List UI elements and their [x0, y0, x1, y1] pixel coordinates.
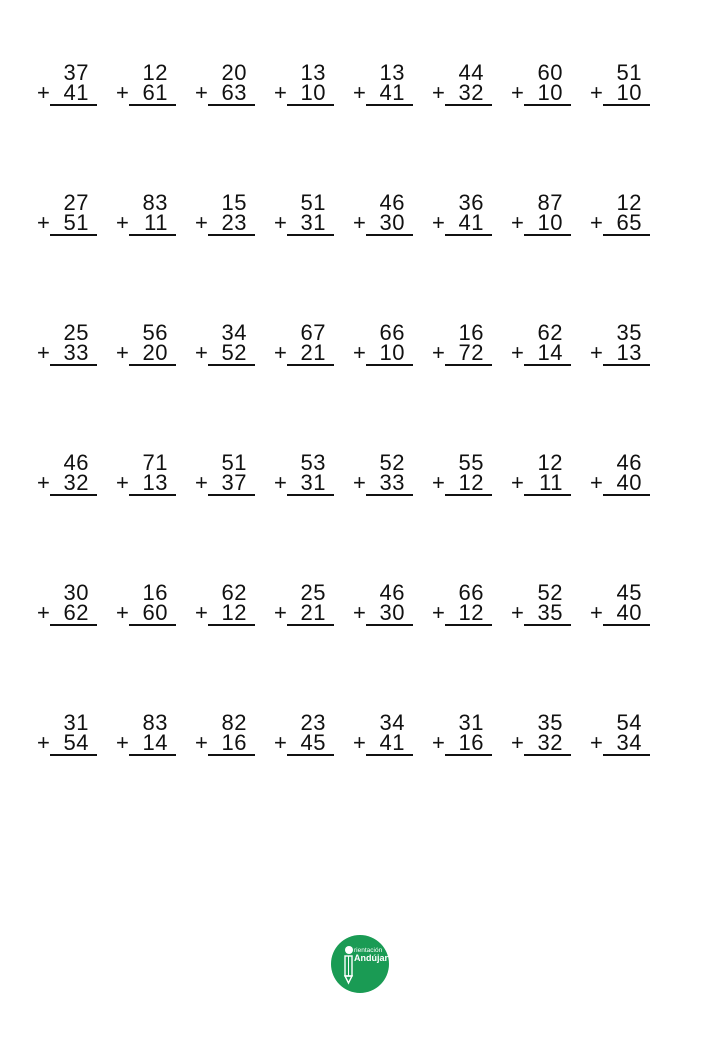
addition-problem	[353, 322, 413, 368]
plus-sign: +	[353, 730, 366, 755]
answer-line	[129, 364, 176, 366]
answer-line	[524, 624, 571, 626]
addend-top: 62	[221, 580, 247, 605]
answer-line	[603, 364, 650, 366]
plus-sign: +	[37, 600, 50, 625]
addend-bottom: 12	[221, 600, 247, 625]
answer-line	[287, 624, 334, 626]
addend-top: 46	[63, 450, 89, 475]
addend-top: 66	[379, 320, 405, 345]
plus-sign: +	[37, 340, 50, 365]
addend-top: 83	[142, 190, 168, 215]
addition-problem	[590, 452, 650, 498]
addition-problem	[37, 322, 97, 368]
addition-problem	[116, 582, 176, 628]
addend-top: 54	[616, 710, 642, 735]
answer-line	[50, 754, 97, 756]
plus-sign: +	[511, 80, 524, 105]
plus-sign: +	[116, 730, 129, 755]
plus-sign: +	[353, 80, 366, 105]
plus-sign: +	[511, 470, 524, 495]
addend-bottom: 72	[458, 340, 484, 365]
addition-problem	[432, 452, 492, 498]
addition-problem	[195, 712, 255, 758]
answer-line	[129, 494, 176, 496]
addend-top: 51	[300, 190, 326, 215]
logo-circle	[331, 935, 389, 993]
addend-top: 12	[142, 60, 168, 85]
answer-line	[50, 104, 97, 106]
addend-bottom: 61	[142, 80, 168, 105]
addend-bottom: 13	[616, 340, 642, 365]
addition-problem	[274, 452, 334, 498]
answer-line	[445, 624, 492, 626]
addend-bottom: 41	[379, 80, 405, 105]
plus-sign: +	[274, 80, 287, 105]
answer-line	[603, 104, 650, 106]
logo-text-line1: rientación	[354, 947, 383, 954]
addition-problem	[195, 192, 255, 238]
addend-bottom: 60	[142, 600, 168, 625]
addend-bottom: 13	[142, 470, 168, 495]
answer-line	[445, 364, 492, 366]
addend-top: 55	[458, 450, 484, 475]
addition-problem	[511, 452, 571, 498]
plus-sign: +	[116, 600, 129, 625]
addition-problem	[432, 322, 492, 368]
addend-bottom: 33	[379, 470, 405, 495]
addend-top: 12	[616, 190, 642, 215]
addend-bottom: 45	[300, 730, 326, 755]
answer-line	[287, 234, 334, 236]
addend-bottom: 52	[221, 340, 247, 365]
addition-problem	[274, 712, 334, 758]
answer-line	[129, 104, 176, 106]
addition-problem	[590, 192, 650, 238]
addend-top: 16	[458, 320, 484, 345]
addition-problem	[432, 192, 492, 238]
answer-line	[603, 624, 650, 626]
addition-problem	[432, 712, 492, 758]
addend-bottom: 37	[221, 470, 247, 495]
addend-bottom: 21	[300, 340, 326, 365]
plus-sign: +	[432, 730, 445, 755]
addend-top: 35	[537, 710, 563, 735]
plus-sign: +	[195, 210, 208, 235]
plus-sign: +	[590, 730, 603, 755]
answer-line	[524, 754, 571, 756]
orientacion-andujar-logo	[330, 934, 390, 994]
plus-sign: +	[37, 470, 50, 495]
addend-top: 46	[379, 190, 405, 215]
addend-top: 51	[221, 450, 247, 475]
addend-bottom: 35	[537, 600, 563, 625]
answer-line	[50, 494, 97, 496]
addition-problem	[37, 452, 97, 498]
logo-o-mark	[345, 946, 353, 954]
plus-sign: +	[274, 340, 287, 365]
addition-problem	[195, 582, 255, 628]
addend-bottom: 41	[379, 730, 405, 755]
addition-problem	[511, 192, 571, 238]
addition-problem	[432, 62, 492, 108]
answer-line	[287, 104, 334, 106]
addend-bottom: 12	[458, 470, 484, 495]
plus-sign: +	[195, 340, 208, 365]
addition-problem	[511, 582, 571, 628]
addition-problem	[37, 192, 97, 238]
addend-top: 25	[300, 580, 326, 605]
addition-problem	[195, 62, 255, 108]
answer-line	[287, 754, 334, 756]
addition-problem	[274, 192, 334, 238]
plus-sign: +	[195, 600, 208, 625]
answer-line	[445, 494, 492, 496]
addend-top: 12	[537, 450, 563, 475]
addition-problem	[195, 452, 255, 498]
addend-top: 25	[63, 320, 89, 345]
addend-top: 27	[63, 190, 89, 215]
answer-line	[208, 624, 255, 626]
addition-problem	[116, 452, 176, 498]
addend-top: 15	[221, 190, 247, 215]
plus-sign: +	[274, 210, 287, 235]
addend-bottom: 14	[142, 730, 168, 755]
addend-bottom: 62	[63, 600, 89, 625]
answer-line	[366, 494, 413, 496]
addition-problem	[590, 582, 650, 628]
plus-sign: +	[195, 470, 208, 495]
addition-problem	[590, 712, 650, 758]
plus-sign: +	[511, 730, 524, 755]
addend-bottom: 30	[379, 600, 405, 625]
addend-top: 35	[616, 320, 642, 345]
addend-bottom: 41	[458, 210, 484, 235]
plus-sign: +	[590, 80, 603, 105]
addend-bottom: 65	[616, 210, 642, 235]
addend-bottom: 10	[537, 80, 563, 105]
answer-line	[208, 364, 255, 366]
addend-top: 82	[221, 710, 247, 735]
addend-bottom: 33	[63, 340, 89, 365]
addend-top: 83	[142, 710, 168, 735]
addition-problem	[353, 582, 413, 628]
addend-top: 20	[221, 60, 247, 85]
answer-line	[208, 754, 255, 756]
plus-sign: +	[432, 210, 445, 235]
addend-top: 62	[537, 320, 563, 345]
plus-sign: +	[195, 80, 208, 105]
addition-problem	[37, 712, 97, 758]
plus-sign: +	[353, 340, 366, 365]
answer-line	[445, 234, 492, 236]
addend-top: 13	[300, 60, 326, 85]
answer-line	[603, 234, 650, 236]
answer-line	[129, 234, 176, 236]
plus-sign: +	[274, 730, 287, 755]
addend-top: 36	[458, 190, 484, 215]
addend-bottom: 31	[300, 210, 326, 235]
answer-line	[50, 364, 97, 366]
addition-problem	[37, 582, 97, 628]
addend-bottom: 10	[379, 340, 405, 365]
plus-sign: +	[432, 470, 445, 495]
plus-sign: +	[511, 340, 524, 365]
answer-line	[524, 104, 571, 106]
addition-problem	[274, 62, 334, 108]
addition-problem	[511, 322, 571, 368]
addition-problem	[511, 712, 571, 758]
addend-top: 46	[379, 580, 405, 605]
answer-line	[287, 494, 334, 496]
addend-top: 51	[616, 60, 642, 85]
addition-problem	[353, 62, 413, 108]
addition-problem	[116, 62, 176, 108]
addend-top: 13	[379, 60, 405, 85]
plus-sign: +	[353, 600, 366, 625]
addend-top: 56	[142, 320, 168, 345]
answer-line	[129, 754, 176, 756]
answer-line	[524, 364, 571, 366]
addend-top: 16	[142, 580, 168, 605]
addition-problem	[274, 582, 334, 628]
addition-problem	[353, 712, 413, 758]
answer-line	[366, 754, 413, 756]
addend-bottom: 41	[63, 80, 89, 105]
answer-line	[50, 234, 97, 236]
plus-sign: +	[432, 600, 445, 625]
answer-line	[366, 104, 413, 106]
addend-bottom: 21	[300, 600, 326, 625]
answer-line	[129, 624, 176, 626]
addend-top: 60	[537, 60, 563, 85]
plus-sign: +	[353, 210, 366, 235]
addend-top: 52	[537, 580, 563, 605]
answer-line	[603, 754, 650, 756]
addend-bottom: 63	[221, 80, 247, 105]
addend-top: 30	[63, 580, 89, 605]
addend-bottom: 11	[144, 210, 168, 235]
addition-problem	[590, 322, 650, 368]
addend-bottom: 51	[63, 210, 89, 235]
addition-problem	[116, 322, 176, 368]
addend-bottom: 12	[458, 600, 484, 625]
logo-text-line2: Andújar	[354, 953, 389, 963]
plus-sign: +	[116, 210, 129, 235]
plus-sign: +	[37, 80, 50, 105]
addition-problem	[353, 452, 413, 498]
addend-bottom: 30	[379, 210, 405, 235]
addend-bottom: 14	[537, 340, 563, 365]
addend-bottom: 32	[458, 80, 484, 105]
addition-problem	[116, 712, 176, 758]
plus-sign: +	[590, 210, 603, 235]
addend-bottom: 23	[221, 210, 247, 235]
addition-problem	[116, 192, 176, 238]
plus-sign: +	[590, 600, 603, 625]
addition-problem	[37, 62, 97, 108]
answer-line	[366, 234, 413, 236]
plus-sign: +	[353, 470, 366, 495]
addition-problem	[511, 62, 571, 108]
addend-top: 23	[300, 710, 326, 735]
addend-bottom: 10	[537, 210, 563, 235]
addend-top: 46	[616, 450, 642, 475]
addend-bottom: 40	[616, 600, 642, 625]
addend-bottom: 16	[221, 730, 247, 755]
addend-top: 37	[63, 60, 89, 85]
addend-top: 71	[142, 450, 168, 475]
plus-sign: +	[432, 340, 445, 365]
answer-line	[208, 234, 255, 236]
addition-problem	[274, 322, 334, 368]
addend-top: 45	[616, 580, 642, 605]
addend-bottom: 40	[616, 470, 642, 495]
addition-problem	[195, 322, 255, 368]
addend-bottom: 32	[63, 470, 89, 495]
addend-top: 66	[458, 580, 484, 605]
plus-sign: +	[116, 340, 129, 365]
addend-top: 87	[537, 190, 563, 215]
addend-bottom: 31	[300, 470, 326, 495]
addend-top: 44	[458, 60, 484, 85]
addend-top: 34	[221, 320, 247, 345]
plus-sign: +	[274, 600, 287, 625]
plus-sign: +	[511, 210, 524, 235]
addition-problem	[353, 192, 413, 238]
plus-sign: +	[37, 210, 50, 235]
addend-top: 34	[379, 710, 405, 735]
plus-sign: +	[432, 80, 445, 105]
answer-line	[208, 494, 255, 496]
plus-sign: +	[195, 730, 208, 755]
addition-problem	[432, 582, 492, 628]
answer-line	[366, 364, 413, 366]
plus-sign: +	[116, 80, 129, 105]
addend-top: 53	[300, 450, 326, 475]
addend-bottom: 10	[616, 80, 642, 105]
plus-sign: +	[590, 340, 603, 365]
plus-sign: +	[37, 730, 50, 755]
answer-line	[445, 104, 492, 106]
answer-line	[445, 754, 492, 756]
addend-top: 31	[63, 710, 89, 735]
answer-line	[50, 624, 97, 626]
plus-sign: +	[116, 470, 129, 495]
plus-sign: +	[511, 600, 524, 625]
addend-bottom: 11	[539, 470, 563, 495]
addend-bottom: 10	[300, 80, 326, 105]
addend-top: 52	[379, 450, 405, 475]
addend-top: 67	[300, 320, 326, 345]
plus-sign: +	[274, 470, 287, 495]
answer-line	[366, 624, 413, 626]
answer-line	[208, 104, 255, 106]
addend-bottom: 20	[142, 340, 168, 365]
answer-line	[524, 234, 571, 236]
answer-line	[287, 364, 334, 366]
plus-sign: +	[590, 470, 603, 495]
logo-graphic	[330, 934, 390, 994]
answer-line	[603, 494, 650, 496]
answer-line	[524, 494, 571, 496]
addend-bottom: 16	[458, 730, 484, 755]
addend-bottom: 34	[616, 730, 642, 755]
addend-top: 31	[458, 710, 484, 735]
addition-problem	[590, 62, 650, 108]
addend-bottom: 54	[63, 730, 89, 755]
addend-bottom: 32	[537, 730, 563, 755]
